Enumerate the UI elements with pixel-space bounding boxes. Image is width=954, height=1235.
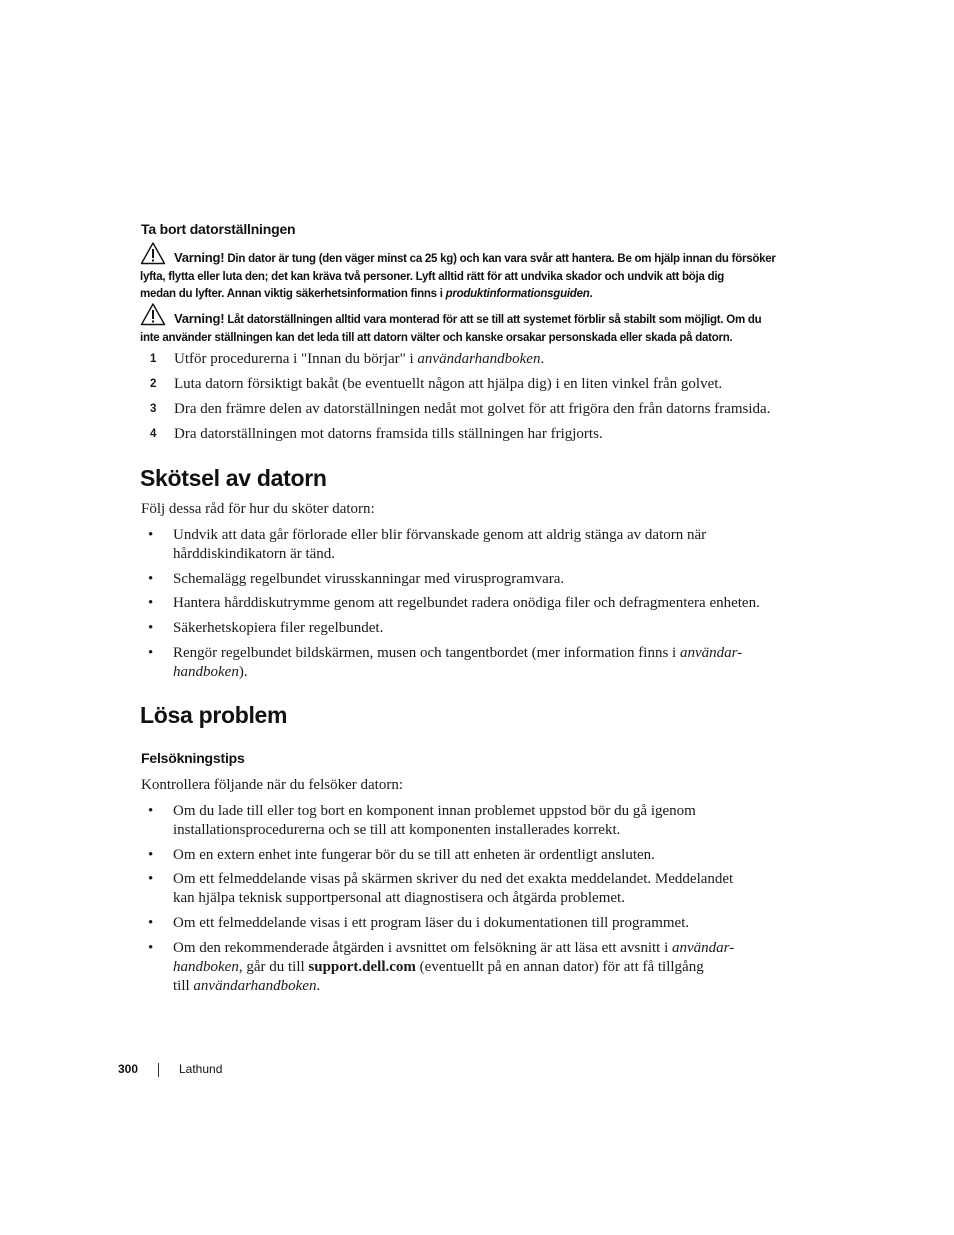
- bullet-text-line2: installationsprocedurerna och se till att komponenten installerades korrekt.: [173, 822, 621, 838]
- bullet-text-end: ).: [238, 664, 248, 680]
- bullet-text: Om en extern enhet inte fungerar bör du se till att enheten är ordentligt ansluten.: [173, 847, 655, 863]
- footer-divider: [158, 1063, 159, 1077]
- section-heading-care: Skötsel av datorn: [140, 465, 327, 491]
- bullet-text-line1: Om ett felmeddelande visas på skärmen skriver du ned det exakta meddelandet. Meddelandet: [173, 871, 734, 887]
- warning-label: Varning!: [174, 250, 225, 265]
- warning-text-line2: lyfta, flytta eller luta den; det kan kräva två personer. Lyft alltid rätt för att undvika skador och undvik att böja dig: [140, 270, 725, 283]
- product-info-guide-ref: produktinformationsguiden: [445, 288, 590, 300]
- step-text: Dra datorställningen mot datorns framsida tills ställningen har frigjorts.: [174, 426, 603, 442]
- user-guide-ref-part1: användar-: [679, 645, 743, 661]
- bullet-icon: •: [148, 527, 154, 543]
- step-text: Luta datorn försiktigt bakåt (be eventuellt någon att hjälpa dig) i en liten vinkel från golvet.: [174, 376, 723, 392]
- user-guide-ref: användarhandboken: [193, 978, 317, 994]
- step-number: 4: [150, 428, 157, 440]
- care-intro: Följ dessa råd för hur du sköter datorn:: [141, 501, 375, 517]
- bullet-text: Om ett felmeddelande visas i ett program läser du i dokumentationen till programmet.: [173, 915, 690, 931]
- bullet-icon: •: [148, 871, 154, 887]
- user-guide-ref-part2: handboken: [173, 959, 239, 975]
- bullet-icon: •: [148, 803, 154, 819]
- bullet-text-line1: Om du lade till eller tog bort en komponent innan problemet uppstod bör du gå igenom: [173, 803, 696, 819]
- step-text-end: .: [540, 351, 545, 367]
- section-heading-remove-stand: Ta bort datorställningen: [141, 221, 296, 237]
- section-heading-troubleshoot: Lösa problem: [140, 702, 288, 728]
- warning-text-line1: Din dator är tung (den väger minst ca 25 kg) och kan vara svår att hantera. Be om hjälp innan du försöker: [227, 253, 776, 265]
- bullet-icon: •: [148, 571, 154, 587]
- step-number: 3: [150, 403, 157, 415]
- bullet-text: Hantera hårddiskutrymme genom att regelbundet radera onödiga filer och defragmentera enheten.: [173, 595, 760, 611]
- page-number: 300: [118, 1062, 139, 1076]
- user-guide-ref-part1: användar-: [672, 940, 735, 956]
- bullet-text-cont: (eventuellt på en annan dator) för att få tillgång: [415, 959, 704, 975]
- warning-triangle-icon: [140, 302, 166, 326]
- warning-triangle-icon: [140, 241, 166, 265]
- warning-text-line2: inte använder ställningen kan det leda till att datorn välter och kanske orsakar personskada eller skada på datorn.: [140, 331, 733, 344]
- troubleshoot-intro: Kontrollera följande när du felsöker datorn:: [141, 777, 403, 793]
- bullet-icon: •: [148, 645, 154, 661]
- bullet-text-line1: Undvik att data går förlorade eller blir förvanskade genom att aldrig stänga av datorn när: [173, 527, 707, 543]
- bullet-icon: •: [148, 940, 154, 956]
- bullet-text-end: .: [316, 978, 321, 994]
- warning-text-period: .: [589, 288, 593, 300]
- footer-section-name: Lathund: [179, 1062, 223, 1076]
- warning-label: Varning!: [174, 311, 225, 326]
- support-link[interactable]: support.dell.com: [308, 959, 416, 975]
- user-guide-ref-part2: handboken: [173, 664, 239, 680]
- warning-text-line3: medan du lyfter. Annan viktig säkerhetsinformation finns i: [140, 288, 446, 300]
- bullet-text-line2: hårddiskindikatorn är tänd.: [173, 546, 336, 562]
- bullet-text-line1: Rengör regelbundet bildskärmen, musen och tangentbordet (mer information finns i: [173, 645, 680, 661]
- bullet-text-line2: kan hjälpa teknisk supportpersonal att diagnostisera och åtgärda problemet.: [173, 890, 625, 906]
- bullet-icon: •: [148, 595, 154, 611]
- bullet-icon: •: [148, 915, 154, 931]
- subheading-troubleshooting-tips: Felsökningstips: [141, 750, 245, 766]
- step-number: 2: [150, 378, 157, 390]
- warning-text-line1: Låt datorställningen alltid vara monterad för att se till att systemet förblir så stabilt som möjligt. Om du: [227, 314, 762, 326]
- bullet-text: Säkerhetskopiera filer regelbundet.: [173, 620, 384, 636]
- bullet-text-line1: Om den rekommenderade åtgärden i avsnittet om felsökning är att läsa ett avsnitt i: [173, 940, 673, 956]
- step-text: Dra den främre delen av datorställningen nedåt mot golvet för att frigöra den från datorns framsida.: [174, 401, 771, 417]
- bullet-text: Schemalägg regelbundet virusskanningar med virusprogramvara.: [173, 571, 565, 587]
- user-guide-ref: användarhandboken: [417, 351, 541, 367]
- step-text: Utför procedurerna i "Innan du börjar" i: [174, 351, 418, 367]
- bullet-icon: •: [148, 847, 154, 863]
- bullet-icon: •: [148, 620, 154, 636]
- bullet-text-line3: till: [173, 978, 194, 994]
- step-number: 1: [150, 353, 157, 365]
- bullet-text-mid: , går du till: [238, 959, 309, 975]
